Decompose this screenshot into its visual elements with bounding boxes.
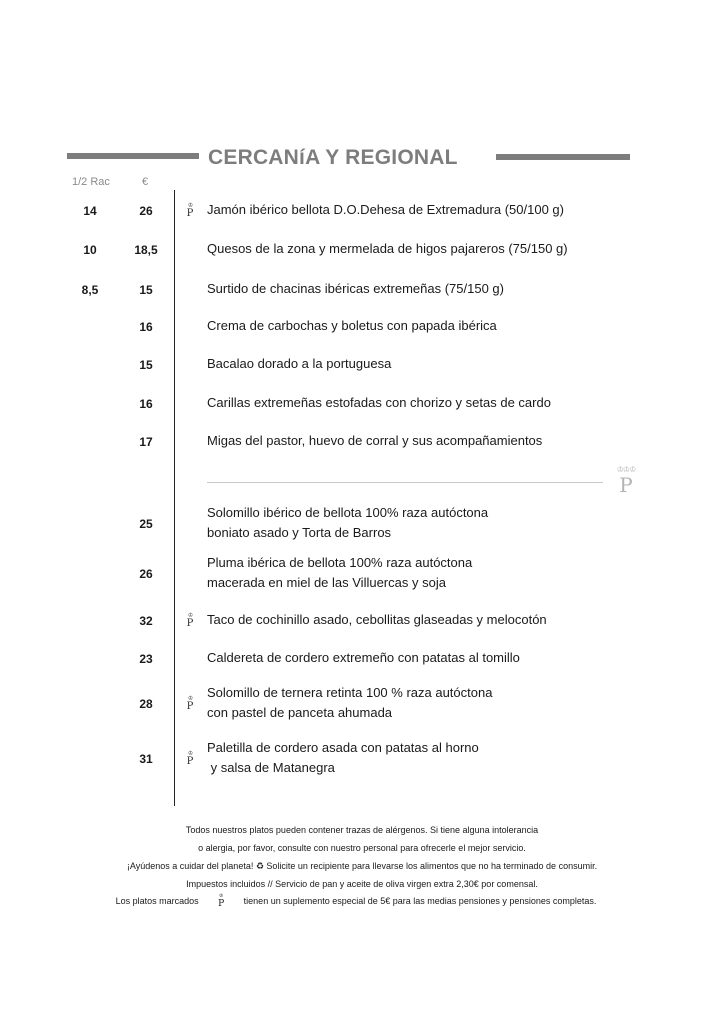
dish-line: Bacalao dorado a la portuguesa — [207, 356, 392, 371]
footer-allergen-note: Todos nuestros platos pueden contener trazas de alérgenos. Si tiene alguna intolerancia — [185, 825, 539, 835]
footer-supplement-note — [0, 894, 718, 909]
dish-line: Migas del pastor, huevo de corral y sus acompañamientos — [207, 433, 543, 448]
dish-line: macerada en miel de las Villuercas y soja — [207, 575, 446, 590]
full-price: 23 — [139, 652, 153, 666]
dish-line: Caldereta de cordero extremeño con patatas al tomillo — [207, 650, 520, 665]
half-portion-price: 14 — [83, 204, 97, 218]
full-price: 31 — [139, 752, 153, 766]
dish-line: Surtido de chacinas ibéricas extremeñas (75/150 g) — [207, 281, 504, 296]
dish-line: y salsa de Matanegra — [207, 760, 335, 775]
column-header-half: 1/2 Rac — [72, 176, 110, 188]
dish-name — [207, 239, 627, 259]
dish-line: Quesos de la zona y mermelada de higos pajareros (75/150 g) — [207, 241, 568, 256]
dish-line: Taco de cochinillo asado, cebollitas glaseadas y melocotón — [207, 612, 547, 627]
full-price: 16 — [139, 320, 153, 334]
supplement-mark-icon: ♔ P — [186, 695, 194, 712]
dish-name — [207, 553, 627, 593]
dish-name — [207, 316, 627, 336]
footer-supplement-suffix: tienen un suplemento especial de 5€ para las medias pensiones y pensiones completas. — [243, 895, 597, 906]
footer-allergen-note-2: o alergia, por favor, consulte con nuestro personal para ofrecerle el mejor servicio. — [198, 843, 526, 853]
full-price: 15 — [139, 283, 153, 297]
full-price: 28 — [139, 697, 153, 711]
section-separator — [207, 482, 603, 483]
footer-supplement-prefix: Los platos marcados — [115, 895, 199, 906]
full-price: 25 — [139, 517, 153, 531]
half-portion-price: 10 — [83, 243, 97, 257]
dish-line: con pastel de panceta ahumada — [207, 705, 393, 720]
dish-line: Solomillo ibérico de bellota 100% raza autóctona — [207, 505, 489, 520]
footer-planet-note: ¡Ayúdenos a cuidar del planeta! ♻ Solicite un recipiente para llevarse los alimentos que no ha terminado de consumir. — [126, 861, 598, 871]
dish-name — [207, 648, 627, 668]
dish-name — [207, 393, 627, 413]
dish-name — [207, 610, 627, 630]
dish-line: Carillas extremeñas estofadas con chorizo y setas de cardo — [207, 395, 551, 410]
dish-line: Jamón ibérico bellota D.O.Dehesa de Extremadura (50/100 g) — [207, 202, 564, 217]
full-price: 26 — [139, 204, 153, 218]
dish-name — [207, 503, 627, 543]
full-price: 17 — [139, 435, 153, 449]
dish-line: Crema de carbochas y boletus con papada ibérica — [207, 318, 497, 333]
full-price: 16 — [139, 397, 153, 411]
dish-line: Solomillo de ternera retinta 100 % raza autóctona — [207, 685, 493, 700]
dish-name — [207, 683, 627, 723]
hotel-logo-icon: ♔♔♔ P — [616, 465, 636, 497]
dish-line: Pluma ibérica de bellota 100% raza autóctona — [207, 555, 473, 570]
supplement-mark-icon: ♔ P — [186, 612, 194, 629]
dish-name — [207, 200, 627, 220]
full-price: 32 — [139, 614, 153, 628]
dish-name — [207, 431, 627, 451]
full-price: 15 — [139, 358, 153, 372]
half-portion-price: 8,5 — [81, 283, 99, 297]
dish-line: boniato asado y Torta de Barros — [207, 525, 392, 540]
full-price: 18,5 — [134, 243, 158, 257]
full-price: 26 — [139, 567, 153, 581]
footer-taxes-note: Impuestos incluidos // Servicio de pan y aceite de oliva virgen extra 2,30€ por comensal. — [186, 879, 538, 889]
supplement-mark-icon: ♔ P — [218, 893, 225, 909]
title-right-bar — [496, 154, 630, 160]
supplement-mark-icon: ♔ P — [186, 750, 194, 767]
dish-line: Paletilla de cordero asada con patatas al horno — [207, 740, 479, 755]
section-title: CERCANíA Y REGIONAL — [208, 146, 458, 169]
dish-name — [207, 354, 627, 374]
title-left-bar — [67, 153, 199, 159]
supplement-mark-icon: ♔ P — [186, 202, 194, 219]
dish-name — [207, 738, 627, 778]
column-header-price: € — [142, 176, 149, 188]
dish-name — [207, 279, 627, 299]
